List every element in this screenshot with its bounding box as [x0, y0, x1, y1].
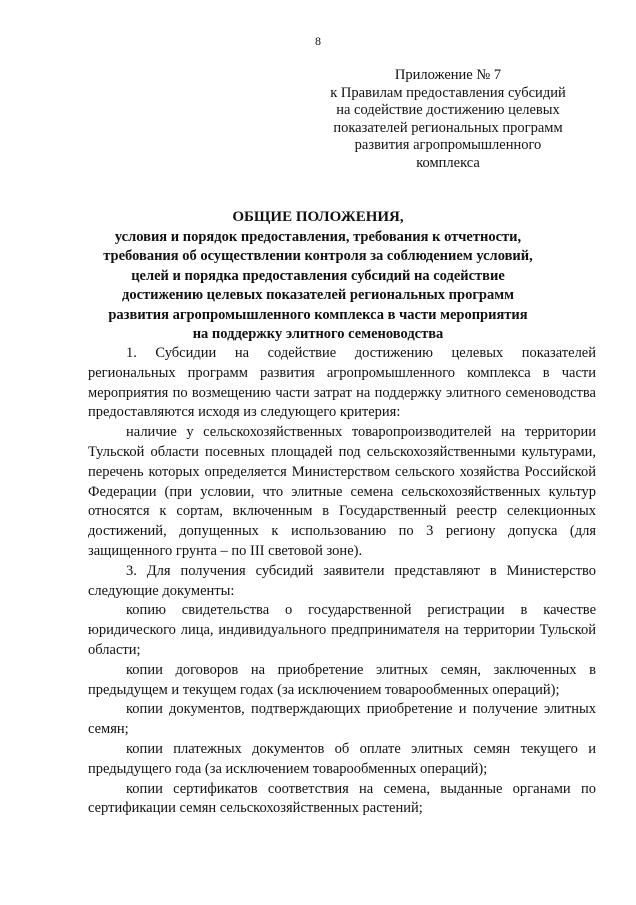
document-list-item: копию свидетельства о государственной регистрации в качестве юридического лица, индивидуального предпринимателя на территории Тульской области;	[88, 602, 596, 658]
title-line: условия и порядок предоставления, требования к отчетности,	[114, 228, 522, 245]
paragraph-3: 3. Для получения субсидий заявители представляют в Министерство следующие документы:	[88, 562, 596, 599]
page-number: 8	[315, 34, 321, 48]
title-line: достижению целевых показателей региональных программ	[122, 287, 514, 303]
annex-line: на содействие достижению целевых	[336, 102, 560, 118]
document-list-item: копии сертификатов соответствия на семена, выданные органами по сертификации семян сельскохозяйственных растений;	[88, 780, 596, 817]
document-list-item: копии договоров на приобретение элитных семян, заключенных в предыдущем и текущем годах (за исключением товарообменных операций);	[88, 661, 596, 698]
title-line: развития агропромышленного комплекса в части мероприятия	[108, 306, 528, 323]
annex-line: Приложение № 7	[394, 67, 502, 83]
title-main: ОБЩИЕ ПОЛОЖЕНИЯ,	[232, 209, 404, 225]
document-list-item: копии платежных документов об оплате элитных семян текущего и предыдущего года (за исключением товарообменных операций);	[88, 740, 596, 777]
paragraph-1: 1. Субсидии на содействие достижению целевых показателей региональных программ развития агропромышленного комплекса в части мероприятия по возмещению части затрат на поддержку элитного семеноводства предоставляются исходя из следующего критерия:	[88, 345, 596, 421]
title-line: целей и порядка предоставления субсидий на содействие	[131, 267, 505, 284]
title-line: требования об осуществлении контроля за соблюдением условий,	[103, 248, 533, 264]
annex-line: показателей региональных программ	[333, 119, 563, 136]
annex-line: комплекса	[416, 154, 480, 171]
title-line: на поддержку элитного семеноводства	[192, 326, 444, 342]
document-title	[80, 208, 556, 345]
document-body	[88, 344, 596, 819]
annex-line: к Правилам предоставления субсидий	[330, 84, 566, 101]
document-list-item: копии документов, подтверждающих приобретение и получение элитных семян;	[88, 701, 596, 738]
paragraph-criterion: наличие у сельскохозяйственных товаропроизводителей на территории Тульской области посевных площадей под сельскохозяйственными культурами, перечень которых определяется Министерством сельского хозяйства Российской Федерации (при условии, что элитные семена сельскохозяйственных культур относятся к сортам, включенным в Государственный реестр селекционных достижений, допущенных к использованию по 3 региону допуска (для защищенного грунта – по III световой зоне).	[88, 424, 596, 559]
annex-line: развития агропромышленного	[354, 137, 542, 153]
annex-header	[318, 67, 578, 172]
